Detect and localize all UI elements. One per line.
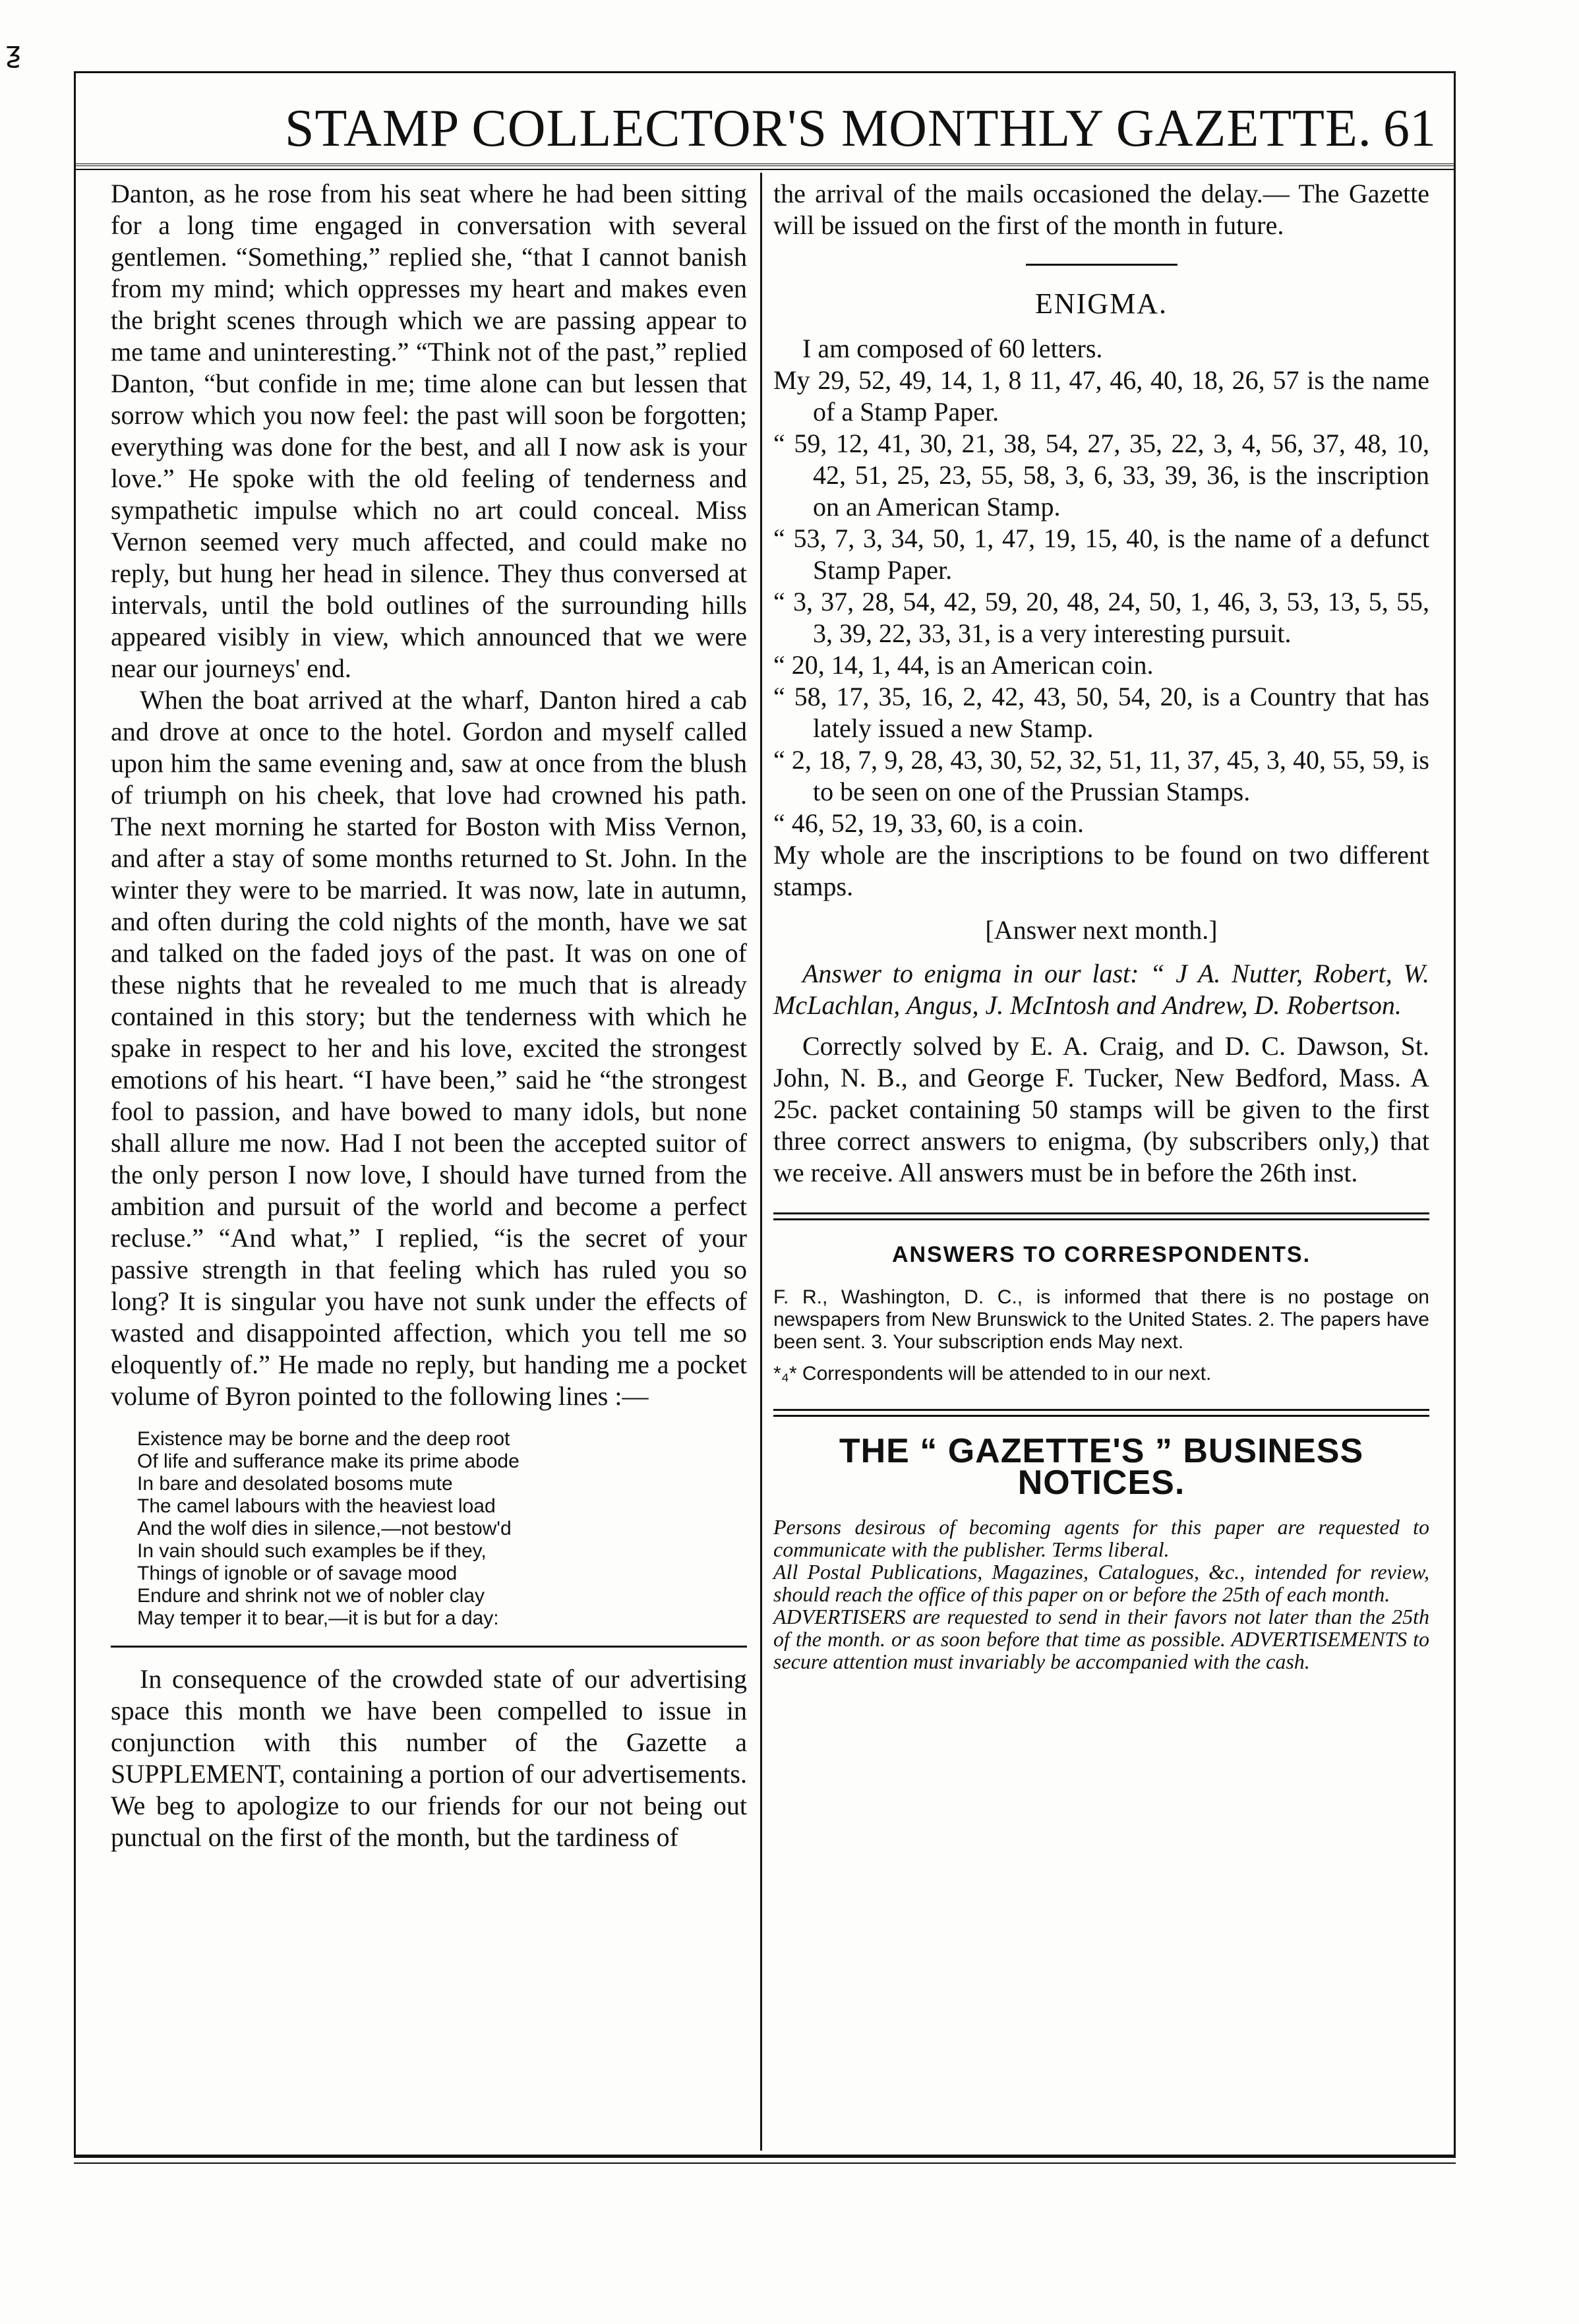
poem-line: The camel labours with the heaviest load xyxy=(137,1495,496,1517)
business-notice: All Postal Publications, Magazines, Catalogues, &c., intended for review, should reach the office of this paper on or before the 25th of each month. xyxy=(773,1560,1429,1606)
right-column xyxy=(773,178,1429,1673)
corner-mark: ƺ xyxy=(5,36,21,69)
correspondents-heading: ANSWERS TO CORRESPONDENTS. xyxy=(891,1242,1311,1267)
enigma-whole: My whole are the inscriptions to be found on two different stamps. xyxy=(773,840,1429,901)
bottom-rule-thin xyxy=(74,2162,1456,2164)
enigma-line: “ 58, 17, 35, 16, 2, 42, 43, 50, 54, 20, is a Country that has lately issued a new Stamp. xyxy=(773,682,1429,743)
separator-rule xyxy=(111,1646,747,1648)
enigma-line: “ 3, 37, 28, 54, 42, 59, 20, 48, 24, 50, 1, 46, 3, 53, 13, 5, 55, 3, 39, 22, 33, 31, is a very interesting pursuit. xyxy=(773,587,1429,648)
business-notice: ADVERTISERS are requested to send in their favors not later than the 25th of the month. or as soon before that time as possible. ADVERTISEMENTS to secure attention must invariably be accompanied with the cash. xyxy=(773,1605,1429,1673)
story-paragraph-1: Danton, as he rose from his seat where he had been sitting for a long time engaged in conversation with several gentlemen. “Something,” replied she, “that I cannot banish from my mind; which oppresses my heart and makes even the bright scenes through which we are passing appear to me tame and uninteresting.” “Think not of the past,” replied Danton, “but confide in me; time alone can but lessen that sorrow which you now feel: the past will soon be forgotten; everything was done for the best, and all I now ask is your love.” He spoke with the old feeling of tenderness and sympathetic impulse which no art could conceal. Miss Vernon seemed very much affected, and could make no reply, but hung her head in silence. They thus conversed at intervals, until the bold outlines of the surrounding hills appeared visibly in view, which announced that we were near our journeys' end. xyxy=(111,179,747,683)
story-paragraph-2: When the boat arrived at the wharf, Danton hired a cab and drove at once to the hotel. Gordon and myself called upon him the same evening and, saw at once from the blush of triumph on his cheek, that love had crowned his path. The next morning he started for Boston with Miss Vernon, and after a stay of some months returned to St. John. In the winter they were to be married. It was now, late in autumn, and often during the cold nights of the month, have we sat and talked on the faded joys of the past. It was on one of these nights that he revealed to me much that is already contained in this story; but the tenderness with which he spake in respect to her and his love, excited the strongest emotions of his heart. “I have been,” said he “the strongest fool to passion, and have bowed to many idols, but none shall allure me now. Had I not been the accepted suitor of the only person I now love, I should have turned from the ambition and pursuit of the world and become a perfect recluse.” “And what,” I replied, “is the secret of your passive strength in that feeling which has ruled you so long? It is singular you have not sunk under the effects of wasted and disappointed affection, which you tell me so eloquently of.” He made no reply, but handing me a pocket volume of Byron pointed to the following lines :— xyxy=(111,685,747,1411)
page-header xyxy=(74,99,1456,158)
double-rule xyxy=(773,1409,1429,1417)
correct-solvers: Correctly solved by E. A. Craig, and D. C. Dawson, St. John, N. B., and George F. Tucker, New Bedford, Mass. A 25c. packet containing 50 stamps will be given to the first three correct answers to enigma, (by subscribers only,) that we receive. All answers must be in before the 26th inst. xyxy=(773,1031,1429,1187)
business-notice: Persons desirous of becoming agents for this paper are requested to communicate with the publisher. Terms liberal. xyxy=(773,1515,1429,1561)
poem-line: May temper it to bear,—it is but for a day: xyxy=(137,1607,499,1629)
notice-continuation: the arrival of the mails occasioned the delay.— The Gazette will be issued on the first of the month in future. xyxy=(773,179,1429,240)
poem-line: In vain should such examples be if they, xyxy=(137,1540,487,1562)
correspondents-note: *₄* Correspondents will be attended to in our next. xyxy=(773,1363,1212,1385)
byron-quote xyxy=(137,1428,747,1630)
supplement-notice: In consequence of the crowded state of our advertising space this month we have been compelled to issue in conjunction with this number of the Gazette a SUPPLEMENT, containing a portion of our advertisements. We beg to apologize to our friends for our not being out punctual on the first of the month, but the tardiness of xyxy=(111,1664,747,1852)
enigma-line: “ 59, 12, 41, 30, 21, 38, 54, 27, 35, 22, 3, 4, 56, 37, 48, 10, 42, 51, 25, 23, 55, 58, 3, 6, 33, 39, 36, is the inscription on an American Stamp. xyxy=(773,429,1429,521)
left-column xyxy=(111,178,747,1853)
business-notices-heading: THE “ GAZETTE'S ” BUSINESS NOTICES. xyxy=(839,1432,1364,1502)
poem-line: Of life and sufferance make its prime abode xyxy=(137,1450,520,1472)
enigma-line: My 29, 52, 49, 14, 1, 8 11, 47, 46, 40, 18, 26, 57 is the name of a Stamp Paper. xyxy=(773,365,1429,427)
double-rule xyxy=(773,1212,1429,1220)
bottom-rule xyxy=(74,2155,1456,2158)
poem-line: And the wolf dies in silence,—not bestow'd xyxy=(137,1518,512,1539)
poem-line: Things of ignoble or of savage mood xyxy=(137,1563,458,1584)
enigma-line: “ 2, 18, 7, 9, 28, 43, 30, 52, 32, 51, 11, 37, 45, 3, 40, 55, 59, is to be seen on one of the Prussian Stamps. xyxy=(773,745,1429,806)
poem-line: Existence may be borne and the deep root xyxy=(137,1428,510,1450)
header-rule xyxy=(74,164,1456,170)
short-rule xyxy=(1026,264,1177,266)
enigma-heading: ENIGMA. xyxy=(1035,287,1168,320)
page-number: 61 xyxy=(1383,100,1436,158)
column-rule xyxy=(760,173,762,2151)
enigma-line: “ 53, 7, 3, 34, 50, 1, 47, 19, 15, 40, is the name of a defunct Stamp Paper. xyxy=(773,523,1429,585)
answer-next-month: [Answer next month.] xyxy=(985,915,1218,945)
masthead-title: STAMP COLLECTOR'S MONTHLY GAZETTE. xyxy=(285,100,1372,158)
enigma-line: “ 46, 52, 19, 33, 60, is a coin. xyxy=(773,808,1085,838)
enigma-intro: I am composed of 60 letters. xyxy=(802,334,1103,363)
poem-line: Endure and shrink not we of nobler clay xyxy=(137,1585,485,1607)
enigma-line: “ 20, 14, 1, 44, is an American coin. xyxy=(773,650,1154,680)
correspondents-text: F. R., Washington, D. C., is informed that there is no postage on newspapers from New Brunswick to the United States. 2. The papers have been sent. 3. Your subscription ends May next. xyxy=(773,1286,1429,1353)
answer-last-enigma: Answer to enigma in our last: “ J A. Nutter, Robert, W. McLachlan, Angus, J. McIntosh and Andrew, D. Robertson. xyxy=(773,959,1429,1020)
poem-line: In bare and desolated bosoms mute xyxy=(137,1473,453,1495)
